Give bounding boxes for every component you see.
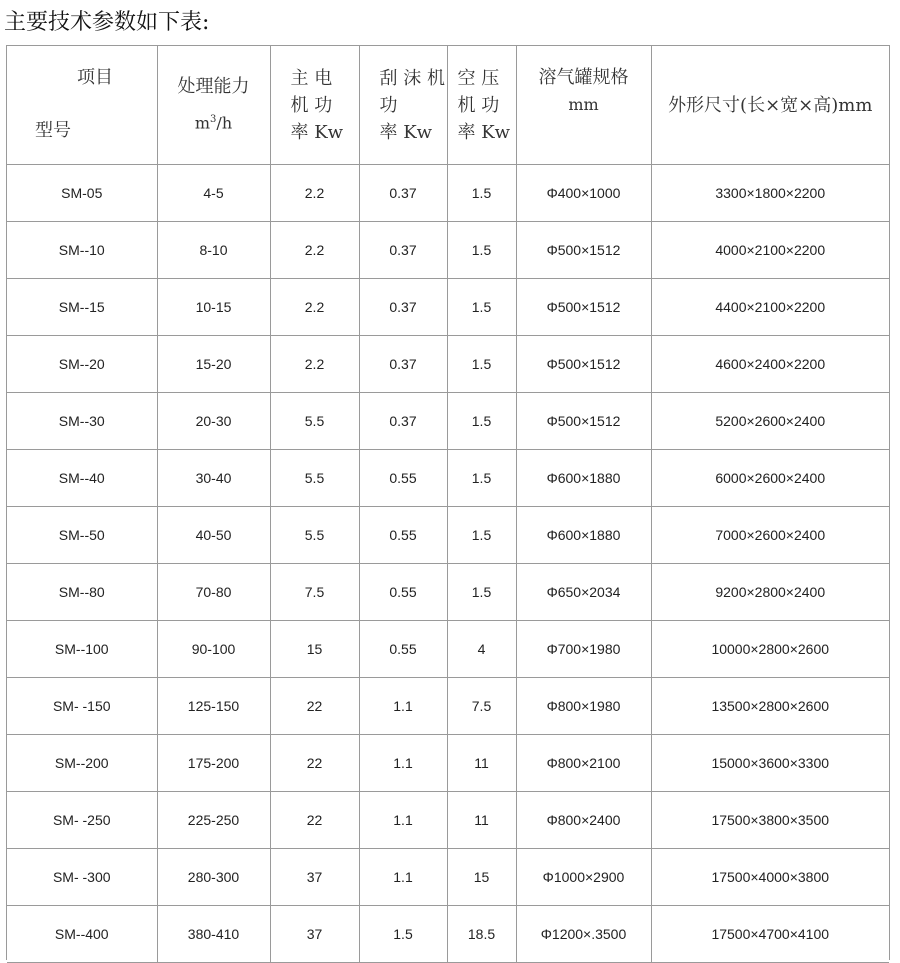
cell-capacity: 20-30 bbox=[157, 393, 270, 450]
cell-dimensions: 17500×3800×3500 bbox=[651, 792, 889, 849]
cell-model: SM--30 bbox=[7, 393, 157, 450]
cell-capacity: 15-20 bbox=[157, 336, 270, 393]
cell-model: SM--10 bbox=[7, 222, 157, 279]
cell-tank-spec: Φ800×1980 bbox=[516, 678, 651, 735]
cell-compressor-power: 1.5 bbox=[447, 393, 516, 450]
cell-tank-spec: Φ1200×.3500 bbox=[516, 906, 651, 963]
header-motor-power bbox=[270, 46, 359, 165]
table-row bbox=[7, 279, 889, 336]
cell-dimensions: 4000×2100×2200 bbox=[651, 222, 889, 279]
cell-scraper-power: 0.37 bbox=[359, 393, 447, 450]
cell-motor-power: 22 bbox=[270, 678, 359, 735]
header-item-model bbox=[7, 46, 157, 165]
table-row bbox=[7, 336, 889, 393]
cell-tank-spec: Φ700×1980 bbox=[516, 621, 651, 678]
table-row bbox=[7, 507, 889, 564]
cell-capacity: 10-15 bbox=[157, 279, 270, 336]
cell-tank-spec: Φ650×2034 bbox=[516, 564, 651, 621]
cell-compressor-power: 15 bbox=[447, 849, 516, 906]
cell-capacity: 125-150 bbox=[157, 678, 270, 735]
table-row bbox=[7, 735, 889, 792]
cell-scraper-power: 0.55 bbox=[359, 507, 447, 564]
cell-dimensions: 17500×4700×4100 bbox=[651, 906, 889, 963]
header-compressor-line-1: 空 压 bbox=[457, 67, 500, 89]
cell-motor-power: 2.2 bbox=[270, 279, 359, 336]
cell-dimensions: 13500×2800×2600 bbox=[651, 678, 889, 735]
cell-capacity: 70-80 bbox=[157, 564, 270, 621]
cell-dimensions: 9200×2800×2400 bbox=[651, 564, 889, 621]
cell-tank-spec: Φ800×2100 bbox=[516, 735, 651, 792]
header-tank-spec bbox=[516, 46, 651, 165]
header-compressor-line-2: 机 功 bbox=[457, 94, 500, 116]
cell-motor-power: 15 bbox=[270, 621, 359, 678]
cell-scraper-power: 1.1 bbox=[359, 735, 447, 792]
cell-model: SM--15 bbox=[7, 279, 157, 336]
cell-scraper-power: 0.55 bbox=[359, 450, 447, 507]
cell-capacity: 40-50 bbox=[157, 507, 270, 564]
cell-motor-power: 5.5 bbox=[270, 450, 359, 507]
cell-model: SM--100 bbox=[7, 621, 157, 678]
cell-dimensions: 3300×1800×2200 bbox=[651, 165, 889, 222]
cell-capacity: 30-40 bbox=[157, 450, 270, 507]
table-row bbox=[7, 906, 889, 963]
cell-tank-spec: Φ1000×2900 bbox=[516, 849, 651, 906]
cell-model: SM- -300 bbox=[7, 849, 157, 906]
cell-dimensions: 5200×2600×2400 bbox=[651, 393, 889, 450]
cell-motor-power: 7.5 bbox=[270, 564, 359, 621]
cell-scraper-power: 0.37 bbox=[359, 222, 447, 279]
header-item-label: 项目 bbox=[77, 67, 113, 88]
cell-dimensions: 15000×3600×3300 bbox=[651, 735, 889, 792]
spec-table bbox=[7, 46, 889, 963]
header-motor-line-3: 率 Kw bbox=[290, 121, 344, 143]
header-capacity-unit bbox=[158, 106, 270, 136]
table-row bbox=[7, 849, 889, 906]
cell-compressor-power: 1.5 bbox=[447, 450, 516, 507]
cell-dimensions: 17500×4000×3800 bbox=[651, 849, 889, 906]
header-scraper-power bbox=[359, 46, 447, 165]
cell-tank-spec: Φ500×1512 bbox=[516, 336, 651, 393]
cell-motor-power: 22 bbox=[270, 735, 359, 792]
cell-model: SM--40 bbox=[7, 450, 157, 507]
cell-capacity: 380-410 bbox=[157, 906, 270, 963]
header-motor-line-1: 主 电 bbox=[290, 67, 333, 89]
unit-base: m bbox=[194, 113, 211, 133]
table-row bbox=[7, 678, 889, 735]
cell-tank-spec: Φ500×1512 bbox=[516, 279, 651, 336]
cell-capacity: 280-300 bbox=[157, 849, 270, 906]
header-scraper-line-3: 率 Kw bbox=[379, 121, 433, 143]
cell-model: SM--200 bbox=[7, 735, 157, 792]
cell-scraper-power: 0.37 bbox=[359, 336, 447, 393]
cell-scraper-power: 0.55 bbox=[359, 564, 447, 621]
cell-tank-spec: Φ500×1512 bbox=[516, 393, 651, 450]
cell-scraper-power: 1.1 bbox=[359, 849, 447, 906]
cell-compressor-power: 11 bbox=[447, 792, 516, 849]
cell-capacity: 8-10 bbox=[157, 222, 270, 279]
header-scraper-line-1: 刮 沫 机 bbox=[379, 67, 445, 89]
cell-motor-power: 5.5 bbox=[270, 507, 359, 564]
unit-sup: 3 bbox=[210, 114, 217, 126]
cell-capacity: 4-5 bbox=[157, 165, 270, 222]
cell-model: SM--400 bbox=[7, 906, 157, 963]
cell-compressor-power: 1.5 bbox=[447, 336, 516, 393]
cell-scraper-power: 1.1 bbox=[359, 678, 447, 735]
cell-scraper-power: 0.55 bbox=[359, 621, 447, 678]
cell-motor-power: 5.5 bbox=[270, 393, 359, 450]
header-row bbox=[7, 46, 889, 165]
cell-compressor-power: 4 bbox=[447, 621, 516, 678]
cell-compressor-power: 1.5 bbox=[447, 165, 516, 222]
table-row bbox=[7, 393, 889, 450]
cell-tank-spec: Φ600×1880 bbox=[516, 507, 651, 564]
header-compressor-power bbox=[447, 46, 516, 165]
cell-capacity: 175-200 bbox=[157, 735, 270, 792]
table-body bbox=[7, 165, 889, 963]
table-row bbox=[7, 564, 889, 621]
page-title: 主要技术参数如下表: bbox=[4, 10, 210, 35]
unit-tail: /h bbox=[216, 113, 233, 133]
table-row bbox=[7, 222, 889, 279]
header-capacity bbox=[157, 46, 270, 165]
cell-capacity: 225-250 bbox=[157, 792, 270, 849]
cell-model: SM--50 bbox=[7, 507, 157, 564]
cell-tank-spec: Φ400×1000 bbox=[516, 165, 651, 222]
table-row bbox=[7, 165, 889, 222]
cell-motor-power: 37 bbox=[270, 849, 359, 906]
header-compressor-line-3: 率 Kw bbox=[457, 121, 511, 143]
cell-motor-power: 37 bbox=[270, 906, 359, 963]
header-dimensions: 外形尺寸(长×宽×高)mm bbox=[651, 46, 889, 165]
cell-scraper-power: 0.37 bbox=[359, 279, 447, 336]
cell-model: SM- -150 bbox=[7, 678, 157, 735]
header-tank-label: 溶气罐规格 bbox=[538, 67, 629, 88]
cell-compressor-power: 1.5 bbox=[447, 222, 516, 279]
cell-tank-spec: Φ800×2400 bbox=[516, 792, 651, 849]
cell-dimensions: 7000×2600×2400 bbox=[651, 507, 889, 564]
cell-scraper-power: 1.1 bbox=[359, 792, 447, 849]
cell-dimensions: 4400×2100×2200 bbox=[651, 279, 889, 336]
cell-compressor-power: 1.5 bbox=[447, 279, 516, 336]
cell-compressor-power: 18.5 bbox=[447, 906, 516, 963]
header-motor-line-2: 机 功 bbox=[290, 94, 333, 116]
spec-table-container bbox=[6, 45, 890, 960]
cell-capacity: 90-100 bbox=[157, 621, 270, 678]
cell-scraper-power: 0.37 bbox=[359, 165, 447, 222]
cell-motor-power: 22 bbox=[270, 792, 359, 849]
cell-model: SM--80 bbox=[7, 564, 157, 621]
cell-model: SM- -250 bbox=[7, 792, 157, 849]
cell-tank-spec: Φ500×1512 bbox=[516, 222, 651, 279]
header-capacity-label: 处理能力 bbox=[177, 76, 250, 98]
cell-dimensions: 4600×2400×2200 bbox=[651, 336, 889, 393]
cell-motor-power: 2.2 bbox=[270, 222, 359, 279]
cell-compressor-power: 1.5 bbox=[447, 564, 516, 621]
table-row bbox=[7, 450, 889, 507]
cell-compressor-power: 7.5 bbox=[447, 678, 516, 735]
cell-dimensions: 6000×2600×2400 bbox=[651, 450, 889, 507]
header-model-label: 型号 bbox=[35, 120, 71, 141]
cell-compressor-power: 11 bbox=[447, 735, 516, 792]
cell-model: SM--20 bbox=[7, 336, 157, 393]
table-row bbox=[7, 621, 889, 678]
header-tank-unit: mm bbox=[568, 95, 599, 114]
cell-motor-power: 2.2 bbox=[270, 165, 359, 222]
cell-dimensions: 10000×2800×2600 bbox=[651, 621, 889, 678]
cell-model: SM-05 bbox=[7, 165, 157, 222]
cell-motor-power: 2.2 bbox=[270, 336, 359, 393]
table-row bbox=[7, 792, 889, 849]
cell-scraper-power: 1.5 bbox=[359, 906, 447, 963]
cell-tank-spec: Φ600×1880 bbox=[516, 450, 651, 507]
header-scraper-line-2: 功 bbox=[379, 94, 398, 116]
cell-compressor-power: 1.5 bbox=[447, 507, 516, 564]
